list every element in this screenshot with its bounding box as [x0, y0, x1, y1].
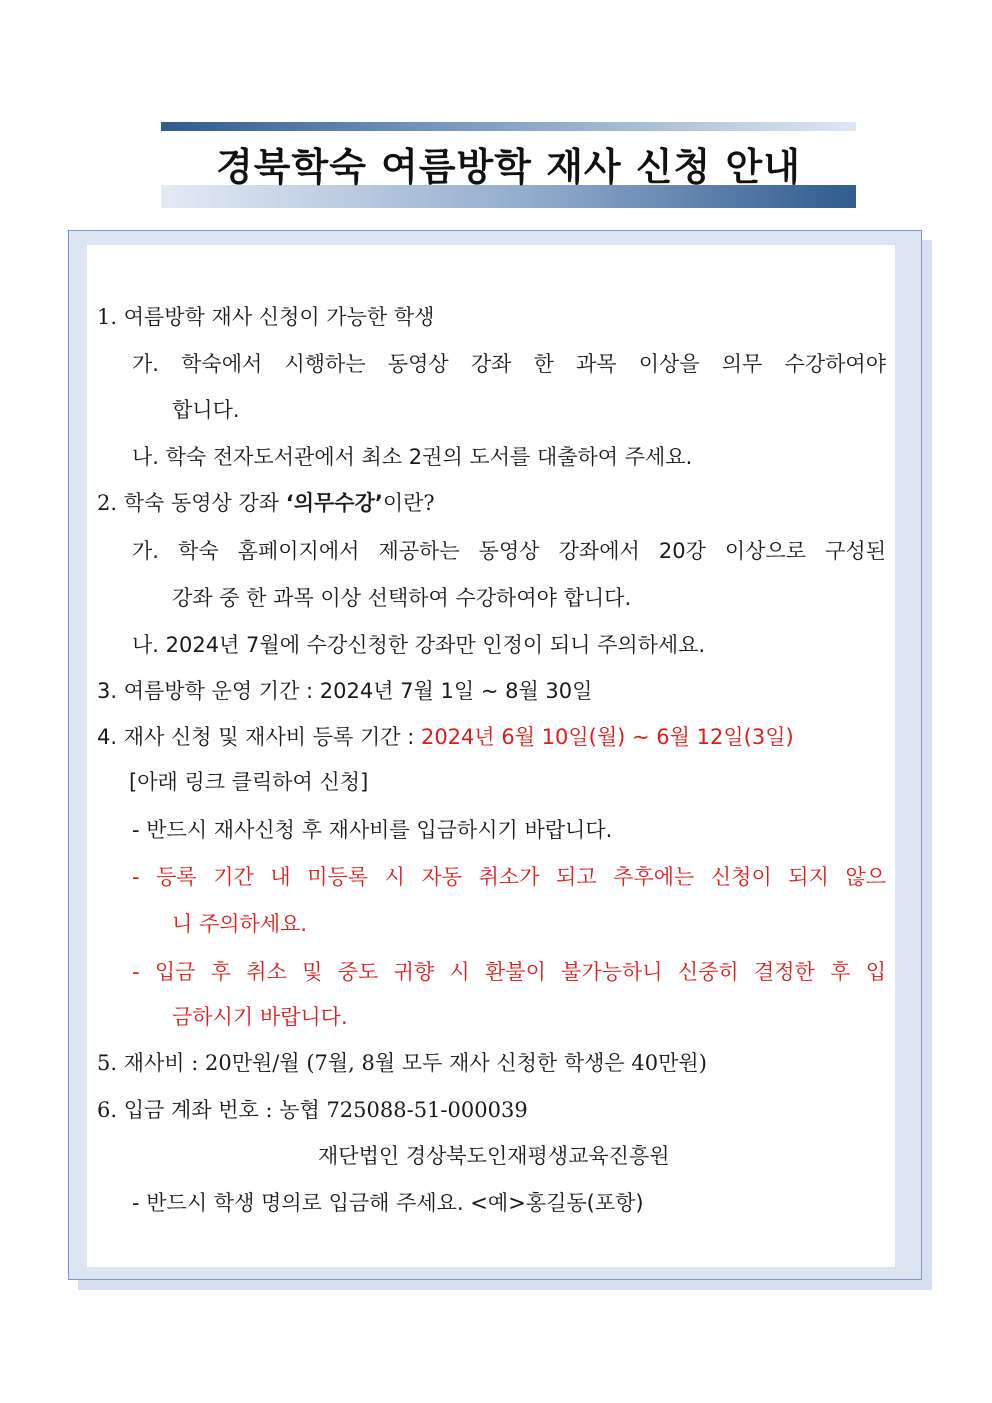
section-1-item-b: 나. 학숙 전자도서관에서 최소 2권의 도서를 대출하여 주세요. — [132, 445, 693, 469]
section-2-item-a-line1: 가. 학숙 홈페이지에서 제공하는 동영상 강좌에서 20강 이상으로 구성된 — [132, 539, 886, 563]
section-1-item-a-line2: 합니다. — [172, 398, 240, 422]
section-2-item-a-line2: 강좌 중 한 과목 이상 선택하여 수강하여야 합니다. — [172, 586, 632, 610]
apply-link-note[interactable]: [아래 링크 클릭하여 신청] — [129, 770, 369, 794]
page-title: 경북학숙 여름방학 재사 신청 안내 — [216, 145, 801, 189]
section-4-line — [97, 722, 794, 752]
section-4-note-2-line2: 니 주의하세요. — [172, 912, 308, 936]
section-2-heading-post: 이란? — [382, 491, 435, 515]
title-bar-top — [161, 122, 856, 131]
section-5-text: 5. 재사비 : 20만원/월 (7월, 8월 모두 재사 신청한 학생은 40만원) — [97, 1051, 707, 1075]
section-6-note: - 반드시 학생 명의로 입금해 주세요. <예>홍길동(포항) — [132, 1191, 644, 1215]
section-6-text: 6. 입금 계좌 번호 : 농협 725088-51-000039 — [97, 1098, 528, 1122]
title-banner — [161, 122, 856, 208]
section-3-text: 3. 여름방학 운영 기간 : 2024년 7월 1일 ~ 8월 30일 — [97, 679, 593, 703]
section-2-item-b: 나. 2024년 7월에 수강신청한 강좌만 인정이 되니 주의하세요. — [132, 633, 706, 657]
section-2-heading — [97, 488, 435, 518]
section-1-item-a-line1: 가. 학숙에서 시행하는 동영상 강좌 한 과목 이상을 의무 수강하여야 — [132, 352, 886, 376]
section-4-note-3-line2: 금하시기 바랍니다. — [172, 1005, 348, 1029]
section-4-note-1: - 반드시 재사신청 후 재사비를 입금하시기 바랍니다. — [132, 818, 613, 842]
account-holder: 재단법인 경상북도인재평생교육진흥원 — [318, 1144, 670, 1168]
section-1-heading: 1. 여름방학 재사 신청이 가능한 학생 — [97, 305, 435, 329]
section-4-period: 2024년 6월 10일(월) ~ 6월 12일(3일) — [420, 725, 794, 749]
section-4-note-2-line1: - 등록 기간 내 미등록 시 자동 취소가 되고 추후에는 신청이 되지 않으 — [132, 865, 886, 889]
section-2-heading-pre: 2. 학숙 동영상 강좌 — [97, 491, 286, 515]
section-2-heading-quote: ‘의무수강’ — [285, 491, 383, 515]
section-4-note-3-line1: - 입금 후 취소 및 중도 귀향 시 환불이 불가능하니 신중히 결정한 후 입 — [132, 960, 886, 984]
section-4-label: 4. 재사 신청 및 재사비 등록 기간 : — [97, 725, 421, 749]
